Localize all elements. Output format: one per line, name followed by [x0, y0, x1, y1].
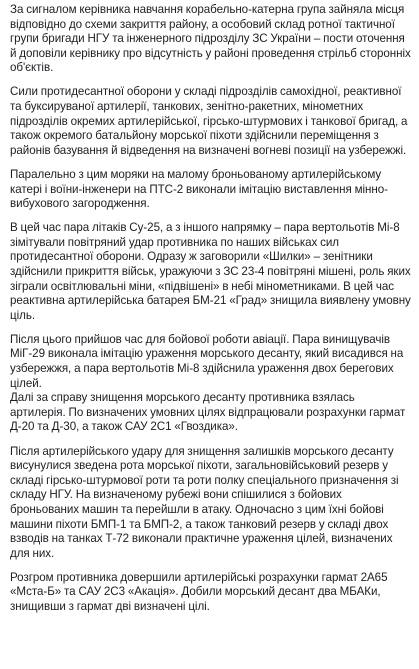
paragraph-4: В цей час пара літаків Су-25, а з іншого напрямку – пара вертольотів Мі-8 зімітували повітряний удар противника по наших військах сил протидесантної оборони. Одразу ж заговорили «Шилки» – зенітники здійснили прикриття військ, уражуючи з ЗС 23-4 повітряні мішені, роль яких зіграли освітлювальні міни, «підвішені» в небі мінометниками. В цей час реактивна артилерійська батарея БМ-21 «Град» знищила виявлену умовну ціль. [10, 221, 411, 322]
paragraph-7: Розгром противника довершили артилерійські розрахунки гармат 2А65 «Мста-Б» та САУ 2С3 «Акація». Добили морський десант два МБАКи, знищивши з гармат дві визначені цілі. [10, 570, 388, 613]
paragraph-1: За сигналом керівника навчання корабельно-катерна група зайняла місця відповідно до схеми закриття району, а особовий склад ротної тактичної групи бригади НГУ та інженерного підрозділу ЗС України – пости оточення й доповіли керівнику про відсутність у районі проведення стрільб сторонніх об'єктів. [10, 3, 411, 75]
paragraph-3: Паралельно з цим моряки на малому броньованому артилерійському катері і воїни-інженери на ПТС-2 виконали імітацію виставлення мінно-вибухового загородження. [10, 167, 388, 211]
paragraph-5: Після цього прийшов час для бойової роботи авіації. Пара винищувачів МіГ-29 виконала імітацію ураження морського десанту, який висадився на узбережжя, а пара вертольотів Мі-8 здійснила ураження двох берегових цілей. Далі за справу знищення морського десанту противника взялась артилерія. По визначених умовних цілях відпрацювали розрахунки гармат Д-20 та Д-30, а також САУ 2С1 «Гвоздика». [10, 332, 406, 434]
paragraph-2: Сили протидесантної оборони у складі підрозділів самохідної, реактивної та буксируваної артилерії, танкових, зенітно-ракетних, мінометних підрозділів окремих артилерійської, гірсько-штурмових і танкової бригад, а також окремого батальйону морської піхоти здійснили переміщення з районів базування й відведення на визначені вогневі позиції на узбережжі. [10, 85, 408, 157]
paragraph-6: Після артилерійського удару для знищення залишків морського десанту висунулися зведена рота морської піхоти, загальновійськовий резерв у складі гірсько-штурмової роти та роти полку спеціального призначення зі складу НГУ. На визначеному рубежі вони спішилися з бойових броньованих машин та перейшли в атаку. Одночасно з цим їхні бойові машини піхоти БМП-1 та БМП-2, а також танковий резерв у складі двох взводів на танках Т-72 виконали практичне ураження цілей, визначених для них. [10, 444, 399, 560]
